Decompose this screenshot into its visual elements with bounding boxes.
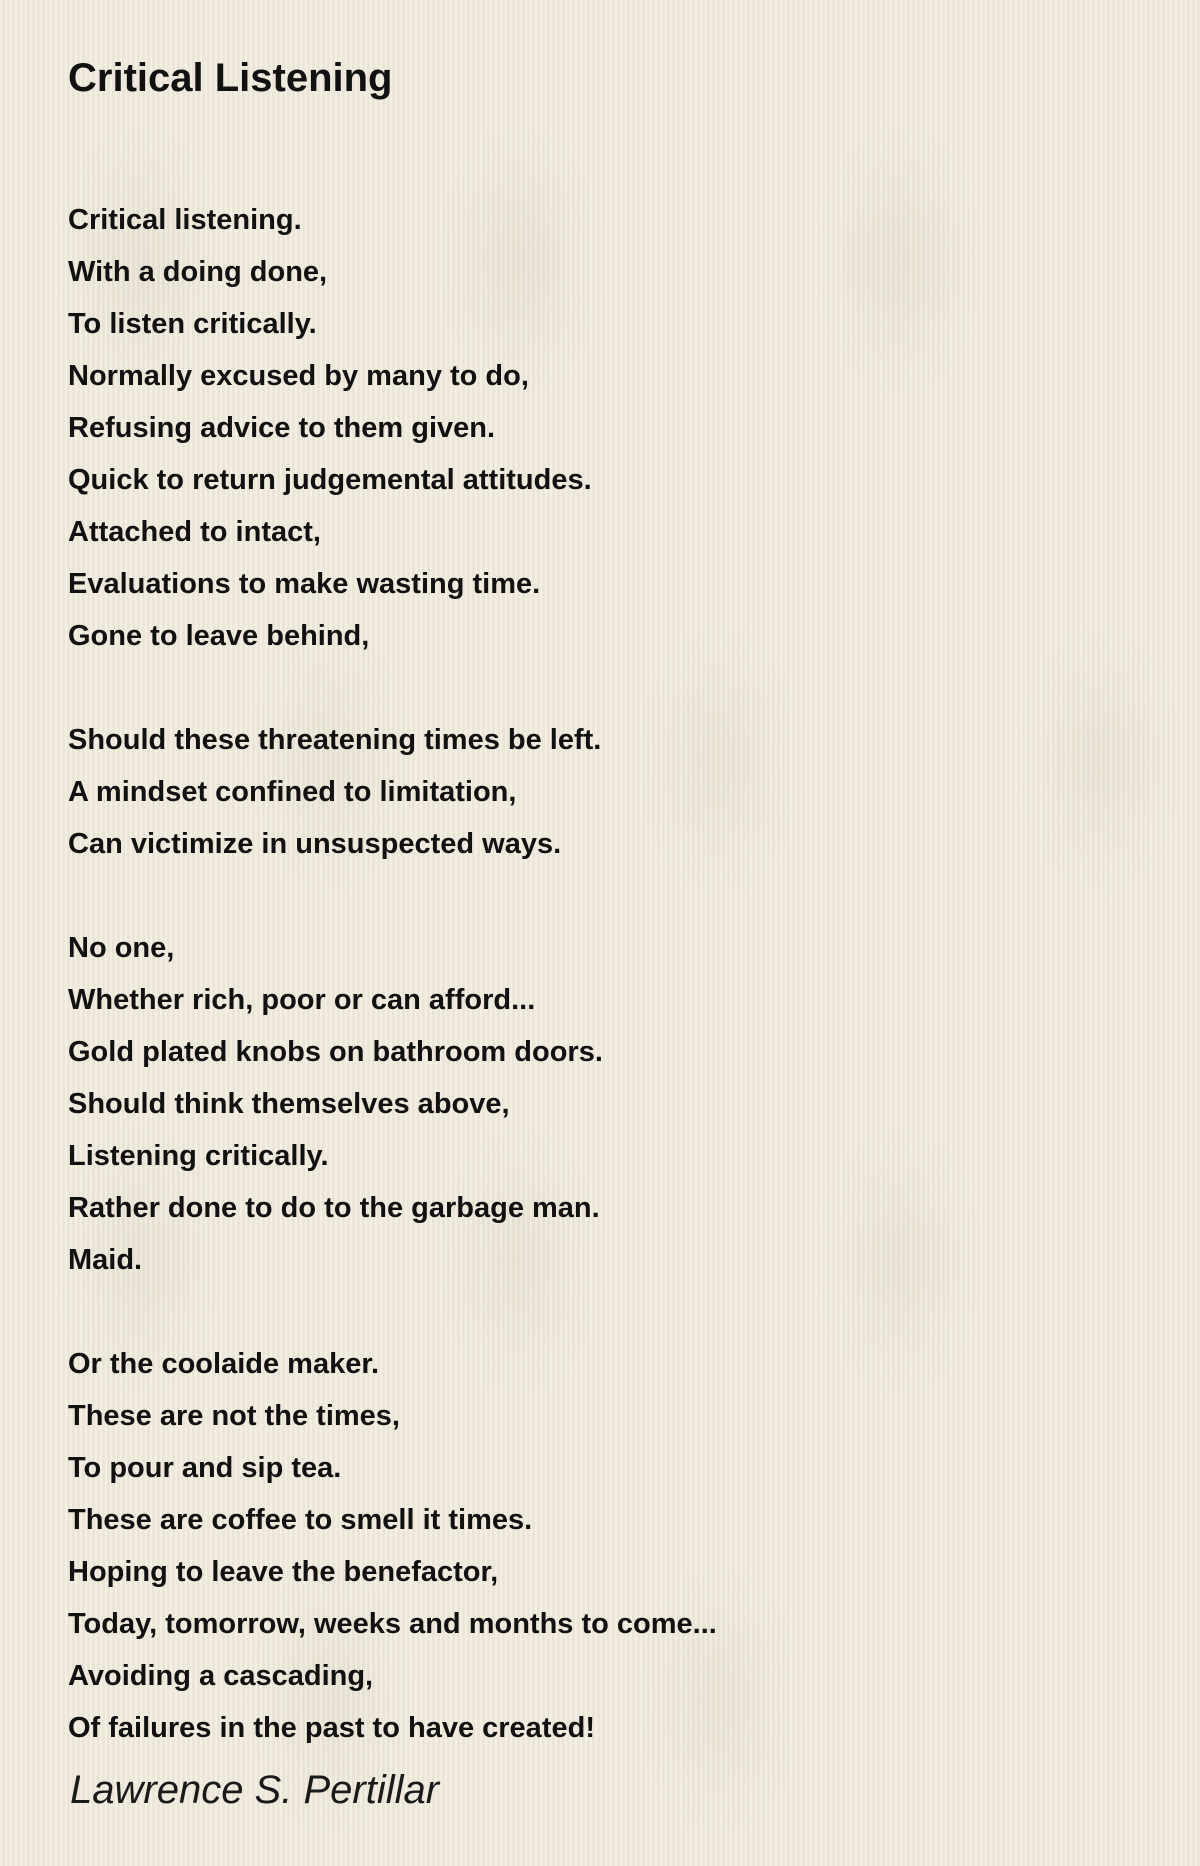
poem-line: Maid. (68, 1244, 143, 1276)
poem-body (68, 194, 1148, 1754)
poem-line: Critical listening. (68, 204, 302, 236)
poem-line: Gone to leave behind, (68, 620, 370, 652)
poem-line: No one, (68, 932, 175, 964)
poem-line: Evaluations to make wasting time. (68, 568, 541, 600)
poem-line: Normally excused by many to do, (68, 360, 529, 392)
poem-line: These are coffee to smell it times. (68, 1504, 533, 1536)
stanza-2 (68, 714, 1148, 870)
poem-line: To pour and sip tea. (68, 1452, 342, 1484)
poem-line: Should these threatening times be left. (68, 724, 602, 756)
stanza-1 (68, 194, 1148, 662)
poem-line: To listen critically. (68, 308, 317, 340)
poem-line: Whether rich, poor or can afford... (68, 984, 536, 1016)
poem-line: Today, tomorrow, weeks and months to come... (68, 1608, 717, 1640)
poem-line: Gold plated knobs on bathroom doors. (68, 1036, 603, 1068)
poem-author: Lawrence S. Pertillar (70, 1768, 440, 1812)
poem-line: Should think themselves above, (68, 1088, 510, 1120)
poem-line: Avoiding a cascading, (68, 1660, 374, 1692)
poem-line: Rather done to do to the garbage man. (68, 1192, 600, 1224)
poem-line: Attached to intact, (68, 516, 321, 548)
poem-line: With a doing done, (68, 256, 328, 288)
poem-title: Critical Listening (68, 56, 393, 100)
poem-line: A mindset confined to limitation, (68, 776, 517, 808)
stanza-3 (68, 922, 1148, 1286)
poem-line: Can victimize in unsuspected ways. (68, 828, 562, 860)
poem-line: Refusing advice to them given. (68, 412, 496, 444)
poem-line: Hoping to leave the benefactor, (68, 1556, 499, 1588)
poem-line: Listening critically. (68, 1140, 329, 1172)
poem-line: Or the coolaide maker. (68, 1348, 380, 1380)
poem-line: These are not the times, (68, 1400, 400, 1432)
stanza-4 (68, 1338, 1148, 1754)
poem-line: Of failures in the past to have created! (68, 1712, 595, 1744)
poem-line: Quick to return judgemental attitudes. (68, 464, 592, 496)
poem-page (68, 48, 1148, 1754)
